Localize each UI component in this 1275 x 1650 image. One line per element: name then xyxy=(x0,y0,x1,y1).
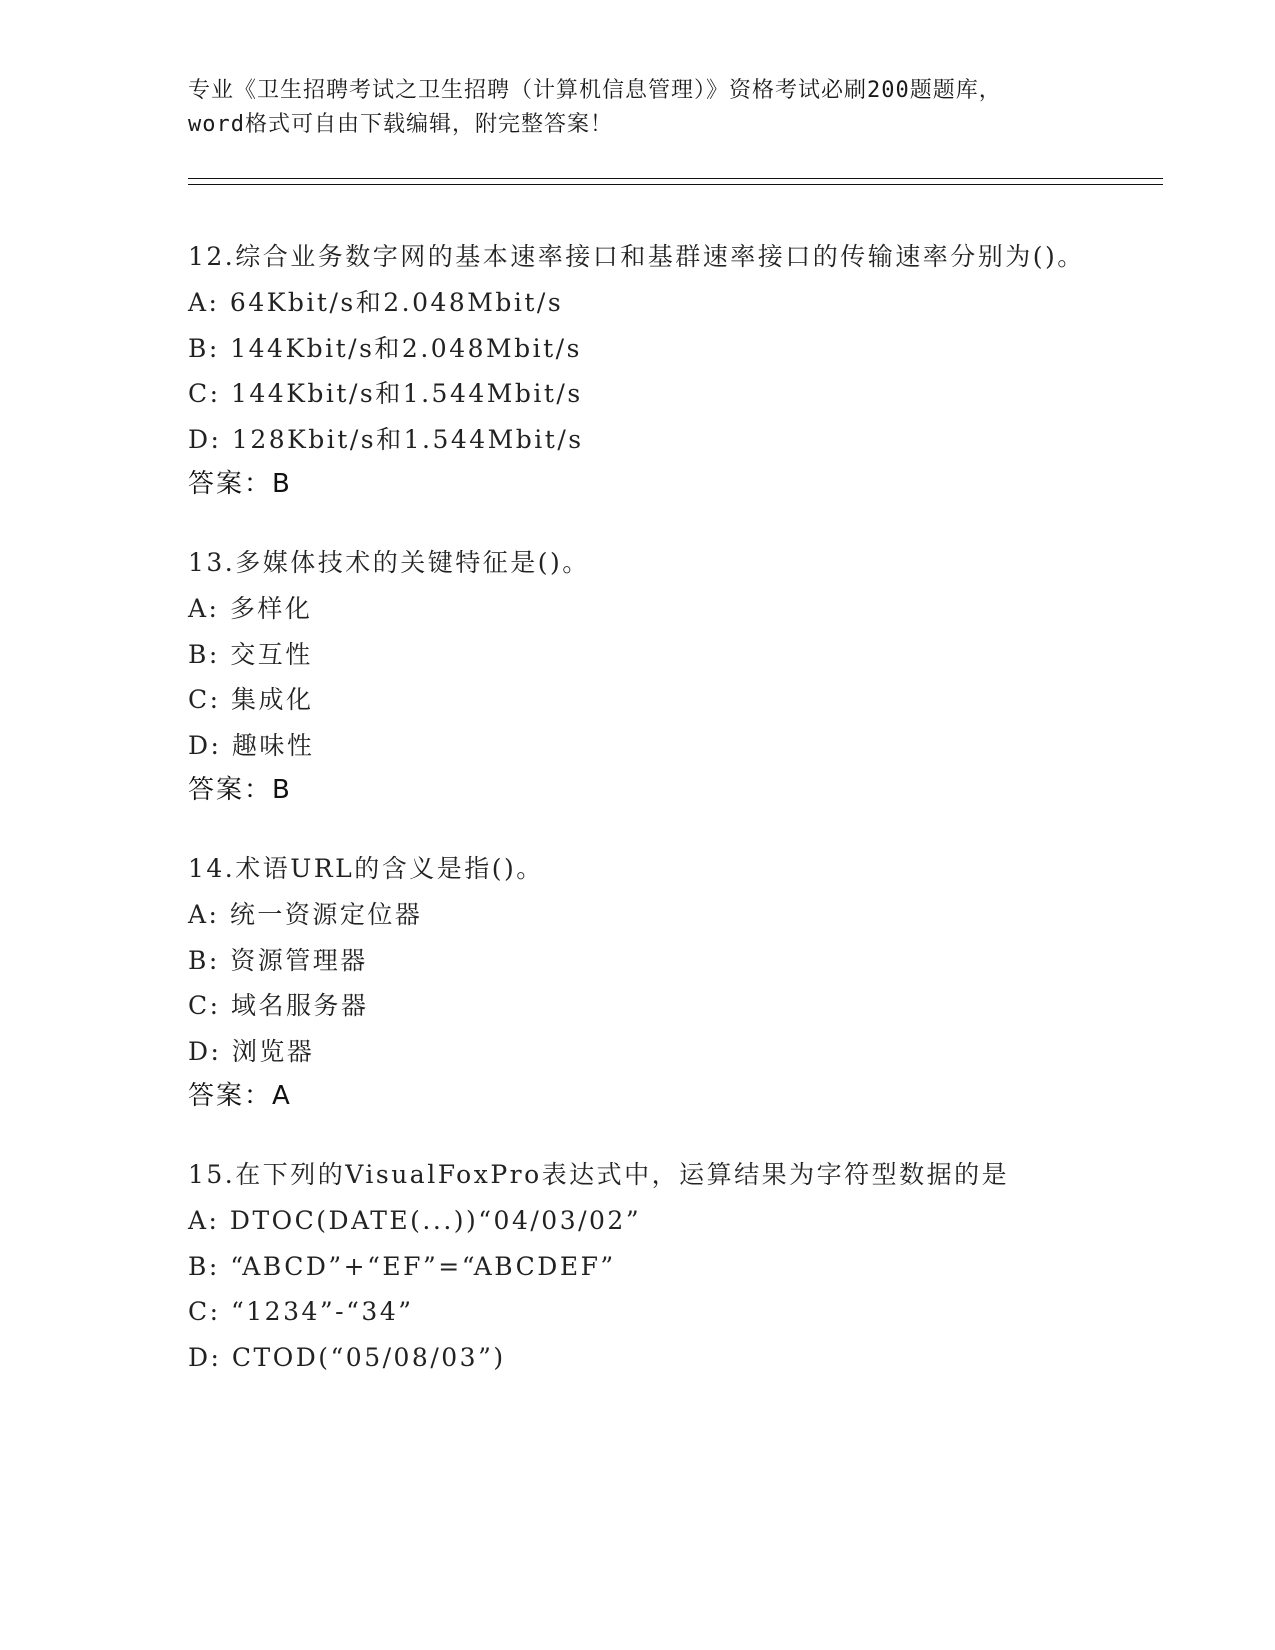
question-13 xyxy=(188,540,1088,812)
option-a: A: 统一资源定位器 xyxy=(188,900,423,929)
question-stem: 14.术语URL的含义是指()。 xyxy=(188,854,544,883)
answer-text: 答案：B xyxy=(188,469,292,499)
option-b: B: 144Kbit/s和2.048Mbit/s xyxy=(188,333,582,363)
question-list xyxy=(188,234,1088,1414)
option-b: B: 交互性 xyxy=(188,639,313,669)
option-a: A: DTOC(DATE(...))“04/03/02” xyxy=(188,1206,642,1235)
question-15 xyxy=(188,1152,1088,1380)
question-stem: 15.在下列的VisualFoxPro表达式中，运算结果为字符型数据的是 xyxy=(188,1160,1010,1189)
document-header xyxy=(188,74,1088,142)
header-divider-top xyxy=(188,178,1163,179)
answer-text: 答案：B xyxy=(188,775,292,805)
option-d: D: 128Kbit/s和1.544Mbit/s xyxy=(188,424,584,454)
option-c: C: “1234”-“34” xyxy=(188,1297,414,1326)
answer-text: 答案：A xyxy=(188,1081,292,1111)
header-line-2: word格式可自由下载编辑，附完整答案！ xyxy=(188,112,613,137)
option-c: C: 集成化 xyxy=(188,685,314,714)
option-b: B: “ABCD”+“EF”=“ABCDEF” xyxy=(188,1251,616,1281)
question-14 xyxy=(188,846,1088,1118)
option-c: C: 144Kbit/s和1.544Mbit/s xyxy=(188,379,583,408)
header-divider-bottom xyxy=(188,184,1163,185)
option-a: A: 64Kbit/s和2.048Mbit/s xyxy=(188,288,564,317)
option-d: D: CTOD(“05/08/03”) xyxy=(188,1342,506,1372)
header-line-1: 专业《卫生招聘考试之卫生招聘（计算机信息管理）》资格考试必刷200题题库， xyxy=(188,78,1002,103)
question-stem: 12.综合业务数字网的基本速率接口和基群速率接口的传输速率分别为()。 xyxy=(188,242,1085,271)
option-b: B: 资源管理器 xyxy=(188,945,368,975)
option-a: A: 多样化 xyxy=(188,594,313,623)
question-12 xyxy=(188,234,1088,506)
option-d: D: 浏览器 xyxy=(188,1036,315,1066)
question-stem: 13.多媒体技术的关键特征是()。 xyxy=(188,548,590,577)
option-d: D: 趣味性 xyxy=(188,730,315,760)
option-c: C: 域名服务器 xyxy=(188,991,369,1020)
